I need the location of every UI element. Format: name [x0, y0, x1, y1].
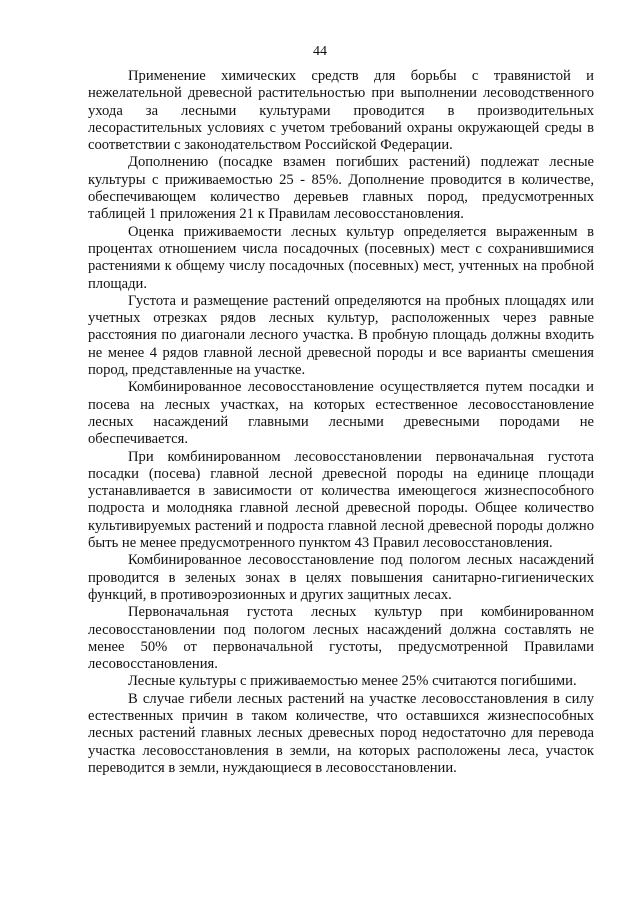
paragraph-chemical-means: Применение химических средств для борьбы с травянистой и нежелательной древесной растительностью при выполнении лесоводственного ухода за лесными культурами проводится в производительных лесорастительных условиях с учетом требований охраны окружающей среды в соответствии с законодательством Российской Федерации.: [88, 68, 594, 154]
page-number: 44: [313, 44, 327, 59]
paragraph-initial-density: Первоначальная густота лесных культур при комбинированном лесовосстановлении под пологом лесных насаждений должна составлять не менее 50% от первоначальной густоты, предусмотренной Правилами лесовосстановления.: [88, 604, 594, 673]
paragraph-under-canopy: Комбинированное лесовосстановление под пологом лесных насаждений проводится в зеленых зонах в целях повышения санитарно-гигиенических функций, в противоэрозионных и других защитных лесах.: [88, 552, 594, 603]
document-body: [88, 68, 594, 777]
paragraph-combined-density: При комбинированном лесовосстановлении первоначальная густота посадки (посева) главной лесной древесной породы на единице площади устанавливается в зависимости от количества имеющегося жизнеспособного подроста и молодняка главной лесной древесной породы. Общее количество культивируемых растений и подроста главной лесной древесной породы должно быть не менее предусмотренного пунктом 43 Правил лесовосстановления.: [88, 448, 594, 552]
paragraph-survival-assessment: Оценка приживаемости лесных культур определяется выраженным в процентах отношением числа посадочных (посевных) мест с сохранившимися растениями к общему числу посадочных (посевных) мест, учтенных на пробной площади.: [88, 223, 594, 292]
paragraph-supplement-planting: Дополнению (посадке взамен погибших растений) подлежат лесные культуры с приживаемостью 25 - 85%. Дополнение проводится в количестве, обеспечивающем количество деревьев главных пород, предусмотренных таблицей 1 приложения 21 к Правилам лесовосстановления.: [88, 154, 594, 223]
paragraph-loss-of-plants: В случае гибели лесных растений на участке лесовосстановления в силу естественных причин в таком количестве, что оставшихся жизнеспособных лесных растений главных лесных древесных пород недостаточно для перевода участка лесовосстановления в земли, на которых расположены леса, участок переводится в земли, нуждающиеся в лесовосстановлении.: [88, 690, 594, 776]
paragraph-density-placement: Густота и размещение растений определяются на пробных площадях или учетных отрезках рядов лесных культур, расположенных через равные расстояния по диагонали лесного участка. В пробную площадь должны входить не менее 4 рядов главной лесной древесной породы и все варианты смешения пород, представленные на участке.: [88, 292, 594, 379]
paragraph-combined-reforestation: Комбинированное лесовосстановление осуществляется путем посадки и посева на лесных участках, на которых естественное лесовосстановление лесных насаждений главными лесными древесными породами не обеспечивается.: [88, 379, 594, 448]
paragraph-perished-cultures: Лесные культуры с приживаемостью менее 25% считаются погибшими.: [128, 673, 577, 690]
